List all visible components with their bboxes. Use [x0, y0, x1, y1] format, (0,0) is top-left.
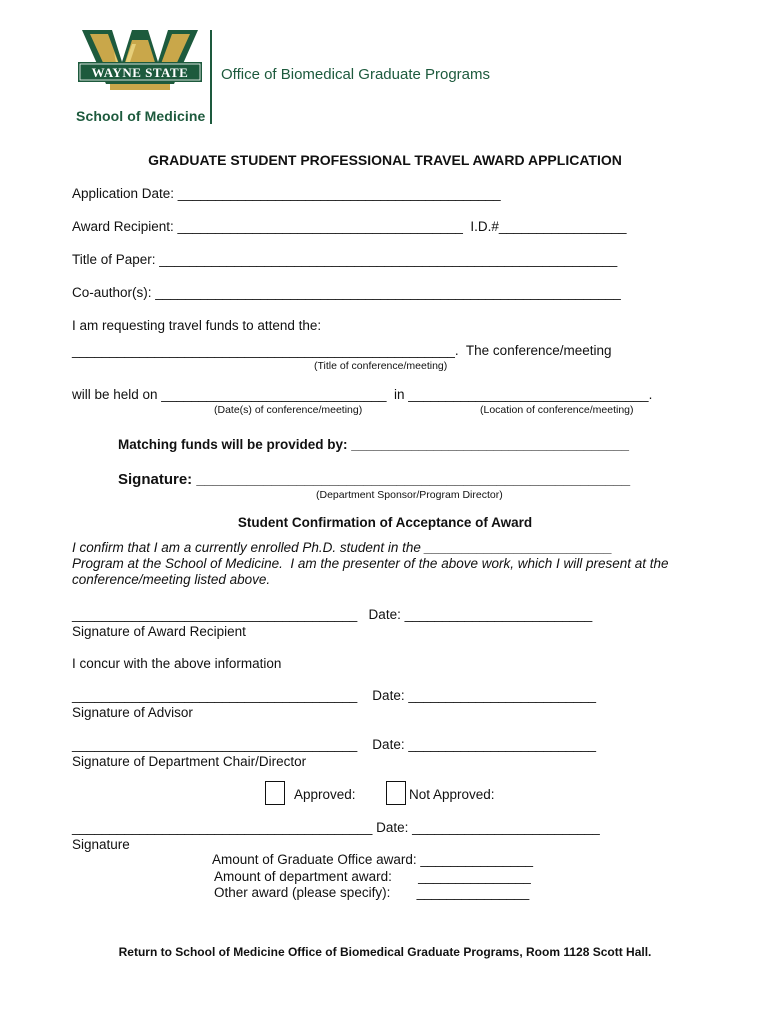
recipient-signature-label: Signature of Award Recipient	[72, 624, 246, 639]
chair-signature-line[interactable]: ______________________________________ Date: _________________________	[72, 737, 597, 752]
confirmation-heading: Student Confirmation of Acceptance of Award	[237, 515, 533, 530]
sponsor-signature-field[interactable]: Signature: ____________________________________________________	[118, 471, 631, 488]
advisor-signature-label: Signature of Advisor	[72, 705, 193, 720]
approved-checkbox[interactable]	[265, 781, 285, 805]
logo-text: WAYNE STATE	[91, 65, 189, 80]
approval-signature-label: Signature	[72, 837, 130, 852]
confirmation-line-1[interactable]: I confirm that I am a currently enrolled Ph.D. student in the _________________________	[72, 540, 613, 555]
sponsor-caption: (Department Sponsor/Program Director)	[316, 489, 503, 501]
application-date-field[interactable]: Application Date: ___________________________________________	[72, 186, 501, 201]
location-caption: (Location of conference/meeting)	[480, 404, 634, 416]
not-approved-label: Not Approved:	[409, 787, 495, 802]
held-on-field[interactable]: will be held on ______________________________ in ________________________________.	[72, 387, 653, 402]
other-award-field[interactable]: Other award (please specify): _______________	[214, 885, 530, 900]
conference-title-field[interactable]: ___________________________________________________. The conference/meeting	[72, 343, 612, 358]
amount-department-field[interactable]: Amount of department award: _______________	[214, 869, 531, 884]
return-instructions: Return to School of Medicine Office of Biomedical Graduate Programs, Room 1128 Scott Hall.	[118, 945, 652, 959]
matching-funds-field[interactable]: Matching funds will be provided by: _____________________________________	[118, 437, 630, 452]
conference-caption: (Title of conference/meeting)	[314, 360, 448, 372]
recipient-signature-line[interactable]: ______________________________________ Date: _________________________	[72, 607, 593, 622]
school-name: School of Medicine	[76, 108, 206, 124]
chair-signature-label: Signature of Department Chair/Director	[72, 754, 307, 769]
office-name: Office of Biomedical Graduate Programs	[221, 66, 491, 83]
requesting-text: I am requesting travel funds to attend the:	[72, 318, 322, 333]
wayne-state-w-icon	[70, 22, 210, 106]
approved-label: Approved:	[294, 787, 356, 802]
advisor-signature-line[interactable]: ______________________________________ Date: _________________________	[72, 688, 597, 703]
amount-grad-office-field[interactable]: Amount of Graduate Office award: _______________	[212, 852, 533, 867]
dates-caption: (Date(s) of conference/meeting)	[214, 404, 363, 416]
concur-text: I concur with the above information	[72, 656, 282, 671]
title-of-paper-field[interactable]: Title of Paper: _____________________________________________________________	[72, 252, 618, 267]
approval-signature-line[interactable]: ________________________________________ Date: _________________________	[72, 820, 600, 835]
award-recipient-field[interactable]: Award Recipient: ______________________________________ I.D.#_________________	[72, 219, 627, 234]
confirmation-line-2: Program at the School of Medicine. I am the presenter of the above work, which I will present at the	[72, 556, 669, 571]
not-approved-checkbox[interactable]	[386, 781, 406, 805]
form-title: GRADUATE STUDENT PROFESSIONAL TRAVEL AWARD APPLICATION	[148, 152, 622, 168]
confirmation-line-3: conference/meeting listed above.	[72, 572, 271, 587]
logo-divider	[210, 30, 212, 124]
coauthors-field[interactable]: Co-author(s): ______________________________________________________________	[72, 285, 621, 300]
